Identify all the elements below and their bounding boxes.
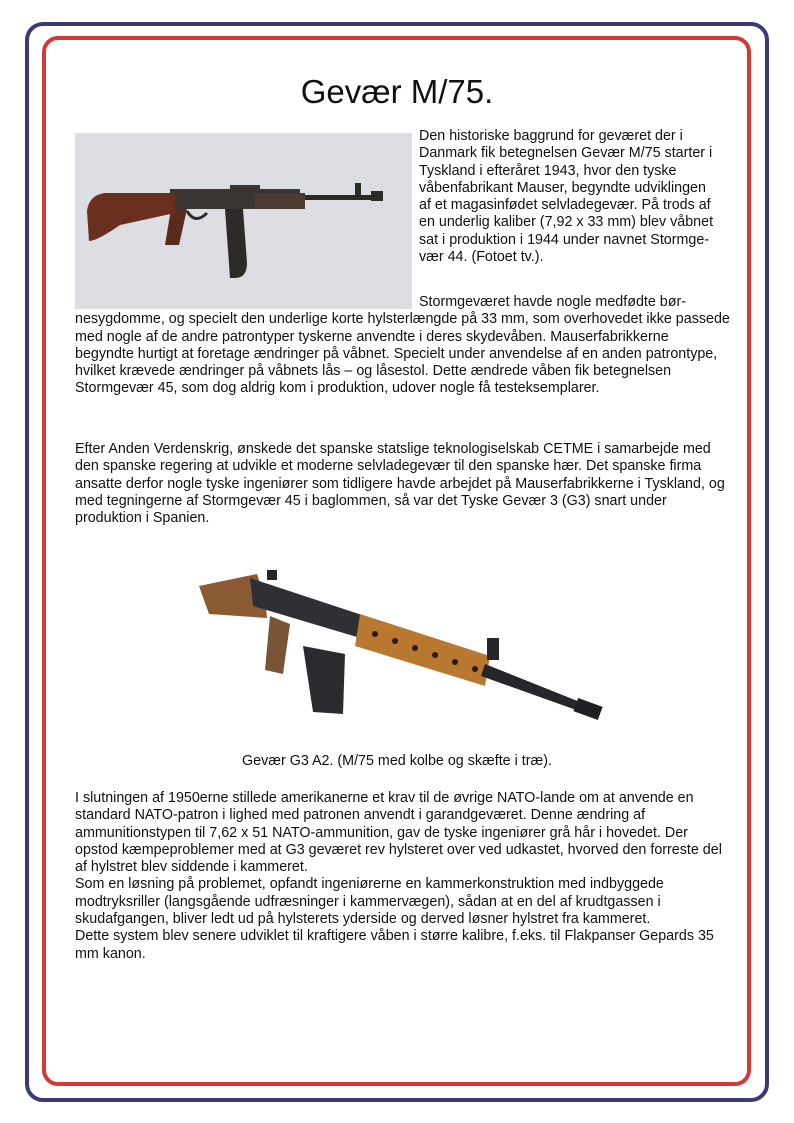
paragraph-stormgevaer: [75, 294, 730, 398]
intro-paragraph: Den historiske baggrund for geværet der i Danmark fik betegnelsen Gevær M/75 starter i Tyskland i efteråret 1943, hvor den tyske våbenfabrikant Mauser, begyndte udviklingen af et magasinfødet selvladegevær. På trods af en underlig kaliber (7,92 x 33 mm) blev våbnet sat i produktion i 1944 under navnet Stormgevær 44. (Fotoet tv.).: [419, 128, 714, 266]
paragraph-stormgevaer-first-line: Stormgeværet havde nogle medfødte bør-: [419, 294, 686, 310]
paragraph-nato-1: I slutningen af 1950erne stillede amerikanerne et krav til de øvrige NATO-lande om at anvende en standard NATO-patron i lighed med patronen anvendt i garandgeværet. Denne ændring af ammunitionstypen til 7,62 x 51 NATO-ammunition, gav de tyske ingeniører grå hår i hovedet. Der opstod kæmpeproblemer med at G3 geværet rev hylsteret over ved udkastet, hvorved den forreste del af hylstret blev siddende i kammeret.: [75, 790, 722, 876]
stg44-photo: [75, 133, 412, 309]
paragraph-nato-2: Som en løsning på problemet, opfandt ingeniørerne en kammerkonstruktion med indbyggede modtryksriller (langsgående udfræsninger i kammervægen), sådan at en del af krudtgassen i skudafgangen, bliver ledt ud på hylsterets yderside og derved løsner hylstret fra kammeret.: [75, 876, 664, 928]
paragraph-nato-3: Dette system blev senere udviklet til kraftigere våben i større kalibre, f.eks. til Flakpanser Gepards 35 mm kanon.: [75, 928, 714, 962]
paragraph-stormgevaer-body: nesygdomme, og specielt den underlige korte hylsterlængde på 33 mm, som overhovedet ikke passede med nogle af de andre patrontyper tyskerne anvendte i deres skydevåben. Mauserfabrikkerne begyndte hurtigt at foretage ændringer på våbnet. Specielt under anvendelse af en anden patrontype, hvilket krævede ændringer på våbnets lås – og låsestol. Dette ændrede våben fik betegnelsen Stormgevær 45, som dog aldrig kom i produktion, udover nogle få testeksemplarer.: [75, 311, 730, 397]
g3-caption: Gevær G3 A2. (M/75 med kolbe og skæfte i træ).: [242, 753, 552, 769]
paragraph-nato: [75, 790, 730, 963]
g3-photo: [195, 566, 615, 746]
page-title: Gevær M/75.: [300, 73, 494, 110]
paragraph-cetme: Efter Anden Verdenskrig, ønskede det spanske statslige teknologiselskab CETME i samarbejde med den spanske regering at udvikle et moderne selvladegevær til den spanske hær. Det spanske firma ansatte derfor nogle tyske ingeniører som tidligere havde arbejdet på Mauserfabrikkerne i Tyskland, og med tegningerne af Stormgevær 45 i baglommen, så var det Tyske Gevær 3 (G3) snart under produktion i Spanien.: [75, 441, 725, 527]
